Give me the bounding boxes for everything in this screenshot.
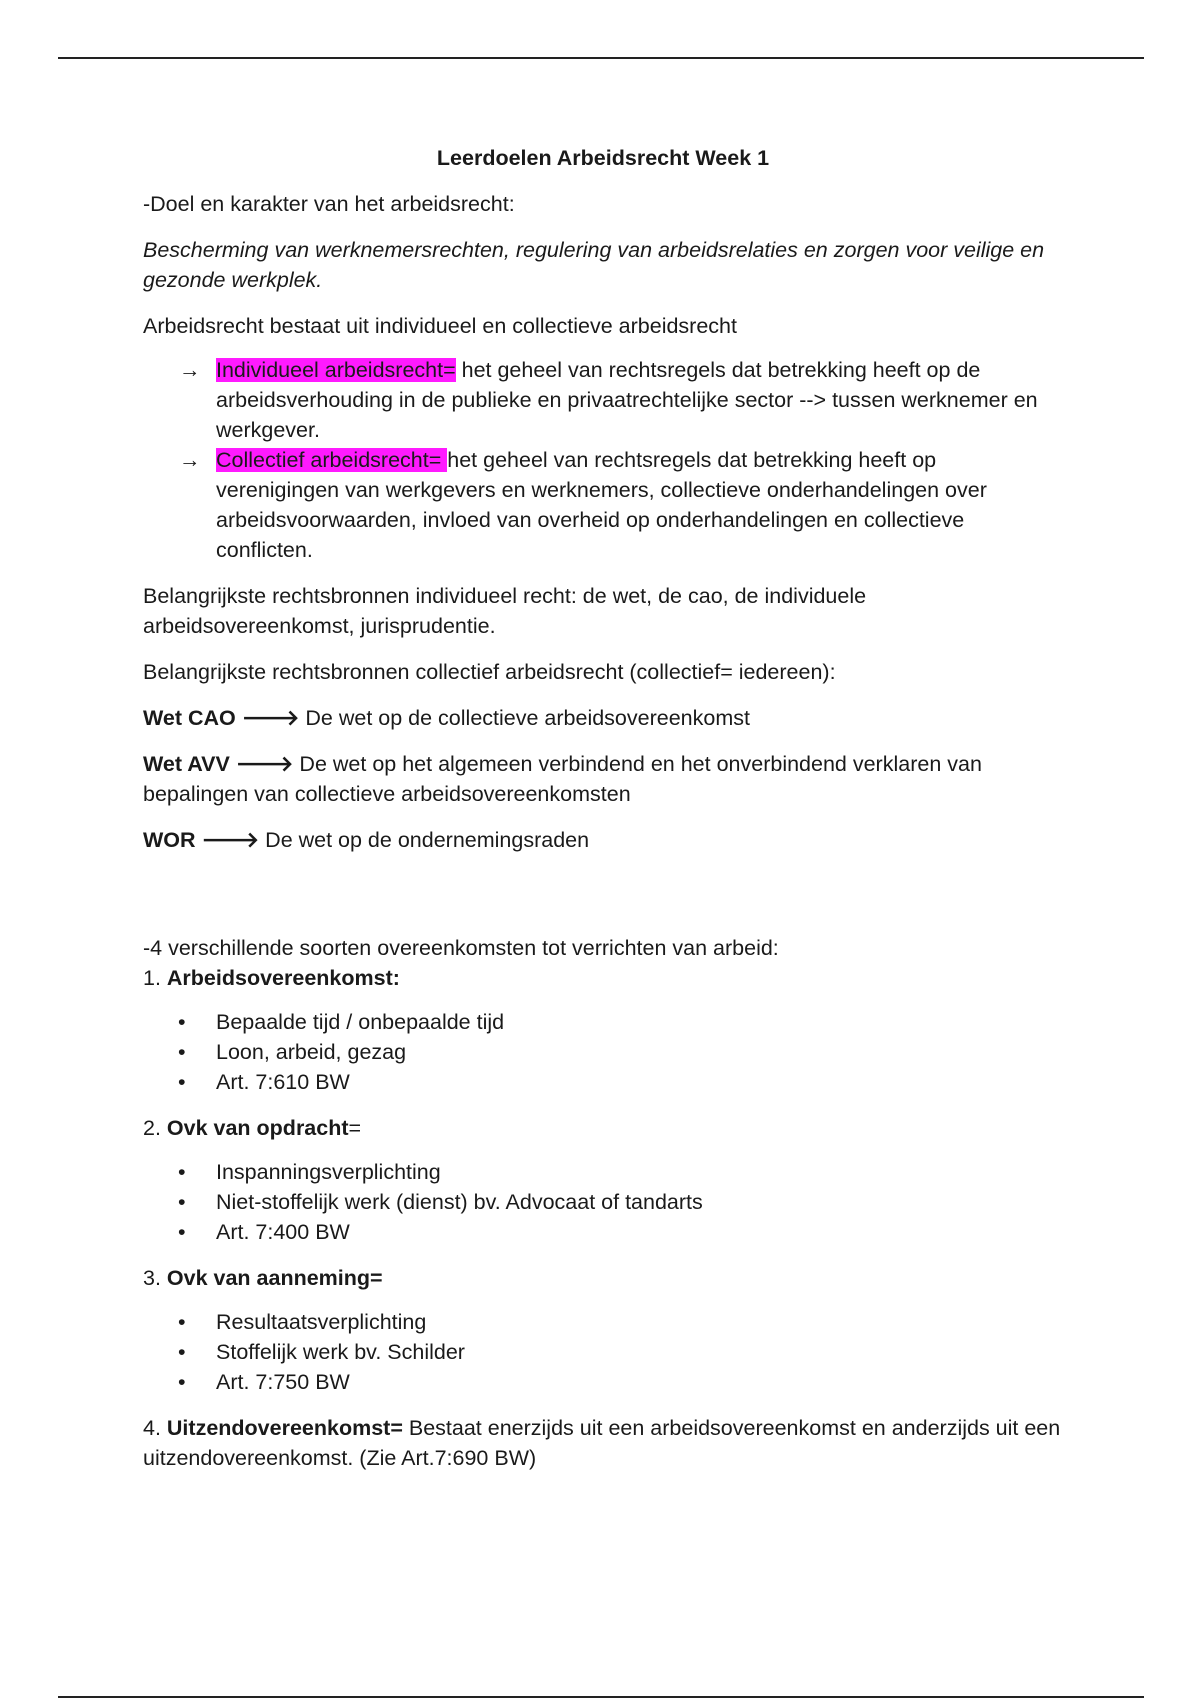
law-wet-avv [143,749,1063,809]
bullet-icon: • [178,1340,186,1364]
arrow-icon: → [179,358,201,382]
bullet-icon: • [178,1010,186,1034]
type-name: Ovk van aanneming= [166,1266,383,1290]
list-item [178,1037,1063,1067]
type-number: 4. [143,1416,167,1440]
bullet-icon: • [178,1190,186,1214]
list-item [178,1187,1063,1217]
definition-item-collective [179,445,1063,565]
type-2-list [143,1157,1063,1247]
type-heading-2 [143,1113,1063,1143]
list-item-text: Inspanningsverplichting [216,1160,441,1184]
law-text: De wet op het algemeen verbindend en het onverbindend verklaren van bepalingen van collectieve arbeidsovereenkomsten [143,752,982,806]
list-item-text: Loon, arbeid, gezag [216,1040,407,1064]
type-name: Ovk van opdracht [166,1116,349,1140]
law-name: Wet AVV [143,752,230,776]
type-number: 1. [143,966,167,990]
arrow-icon: → [179,448,201,472]
composition-text: Arbeidsrecht bestaat uit individueel en collectieve arbeidsrecht [143,314,737,338]
sources-collective: Belangrijkste rechtsbronnen collectief arbeidsrecht (collectief= iedereen): [143,660,836,684]
law-text: De wet op de collectieve arbeidsovereenkomst [299,706,750,730]
type-number: 3. [143,1266,167,1290]
law-name: WOR [143,828,196,852]
list-item-text: Art. 7:400 BW [216,1220,350,1244]
list-item [178,1217,1063,1247]
intro-heading: -Doel en karakter van het arbeidsrecht: [143,192,515,216]
spacer [143,871,1063,933]
arrow-right-icon: 🡒 [201,828,260,852]
list-item-text: Art. 7:750 BW [216,1370,350,1394]
list-item [178,1067,1063,1097]
definition-text: het geheel van rechtsregels dat betrekking heeft op de arbeidsverhouding in de publieke en privaatrechtelijke sector --> tussen werknemer en werkgever. [216,358,1038,442]
list-item [178,1157,1063,1187]
bullet-icon: • [178,1040,186,1064]
definition-term: Collectief arbeidsrecht= [216,448,448,472]
list-item-text: Stoffelijk werk bv. Schilder [216,1340,465,1364]
list-item-text: Resultaatsverplichting [216,1310,427,1334]
type-description: Bestaat enerzijds uit een arbeidsovereenkomst en anderzijds uit een uitzendovereenkomst. (Zie Art.7:690 BW) [143,1416,1061,1470]
type-name: Uitzendovereenkomst= [166,1416,403,1440]
document-body [143,143,1063,1489]
list-item [178,1307,1063,1337]
top-rule [58,57,1144,59]
law-wor [143,825,1063,855]
list-item [178,1007,1063,1037]
law-name: Wet CAO [143,706,236,730]
definition-text: het geheel van rechtsregels dat betrekking heeft op verenigingen van werkgevers en werknemers, collectieve onderhandelingen over arbeidsvoorwaarden, invloed van overheid op onderhandelingen en collectieve conflicten. [216,448,987,562]
type-heading-1 [143,963,1063,993]
types-heading: -4 verschillende soorten overeenkomsten tot verrichten van arbeid: [143,936,779,960]
type-name: Arbeidsovereenkomst: [166,966,400,990]
bullet-icon: • [178,1310,186,1334]
list-item-text: Bepaalde tijd / onbepaalde tijd [216,1010,505,1034]
intro-description: Bescherming van werknemersrechten, regulering van arbeidsrelaties en zorgen voor veilige en gezonde werkplek. [143,238,1045,292]
list-item [178,1337,1063,1367]
type-3-list [143,1307,1063,1397]
bullet-icon: • [178,1070,186,1094]
arrow-right-icon: 🡒 [235,752,294,776]
type-number: 2. [143,1116,167,1140]
definition-item-individual [179,355,1063,445]
type-suffix: = [348,1116,362,1140]
bullet-icon: • [178,1370,186,1394]
type-1-list [143,1007,1063,1097]
list-item [178,1367,1063,1397]
definition-term: Individueel arbeidsrecht= [216,358,456,382]
type-heading-4 [143,1413,1063,1473]
arrow-right-icon: 🡒 [241,706,300,730]
law-text: De wet op de ondernemingsraden [259,828,590,852]
law-wet-cao [143,703,1063,733]
bullet-icon: • [178,1160,186,1184]
sources-individual: Belangrijkste rechtsbronnen individueel recht: de wet, de cao, de individuele arbeidsovereenkomst, jurisprudentie. [143,584,867,638]
bullet-icon: • [178,1220,186,1244]
type-heading-3 [143,1263,1063,1293]
list-item-text: Niet-stoffelijk werk (dienst) bv. Advocaat of tandarts [216,1190,703,1214]
page-title: Leerdoelen Arbeidsrecht Week 1 [436,146,770,170]
list-item-text: Art. 7:610 BW [216,1070,350,1094]
definitions-list [143,355,1063,565]
bottom-rule [58,1696,1144,1698]
